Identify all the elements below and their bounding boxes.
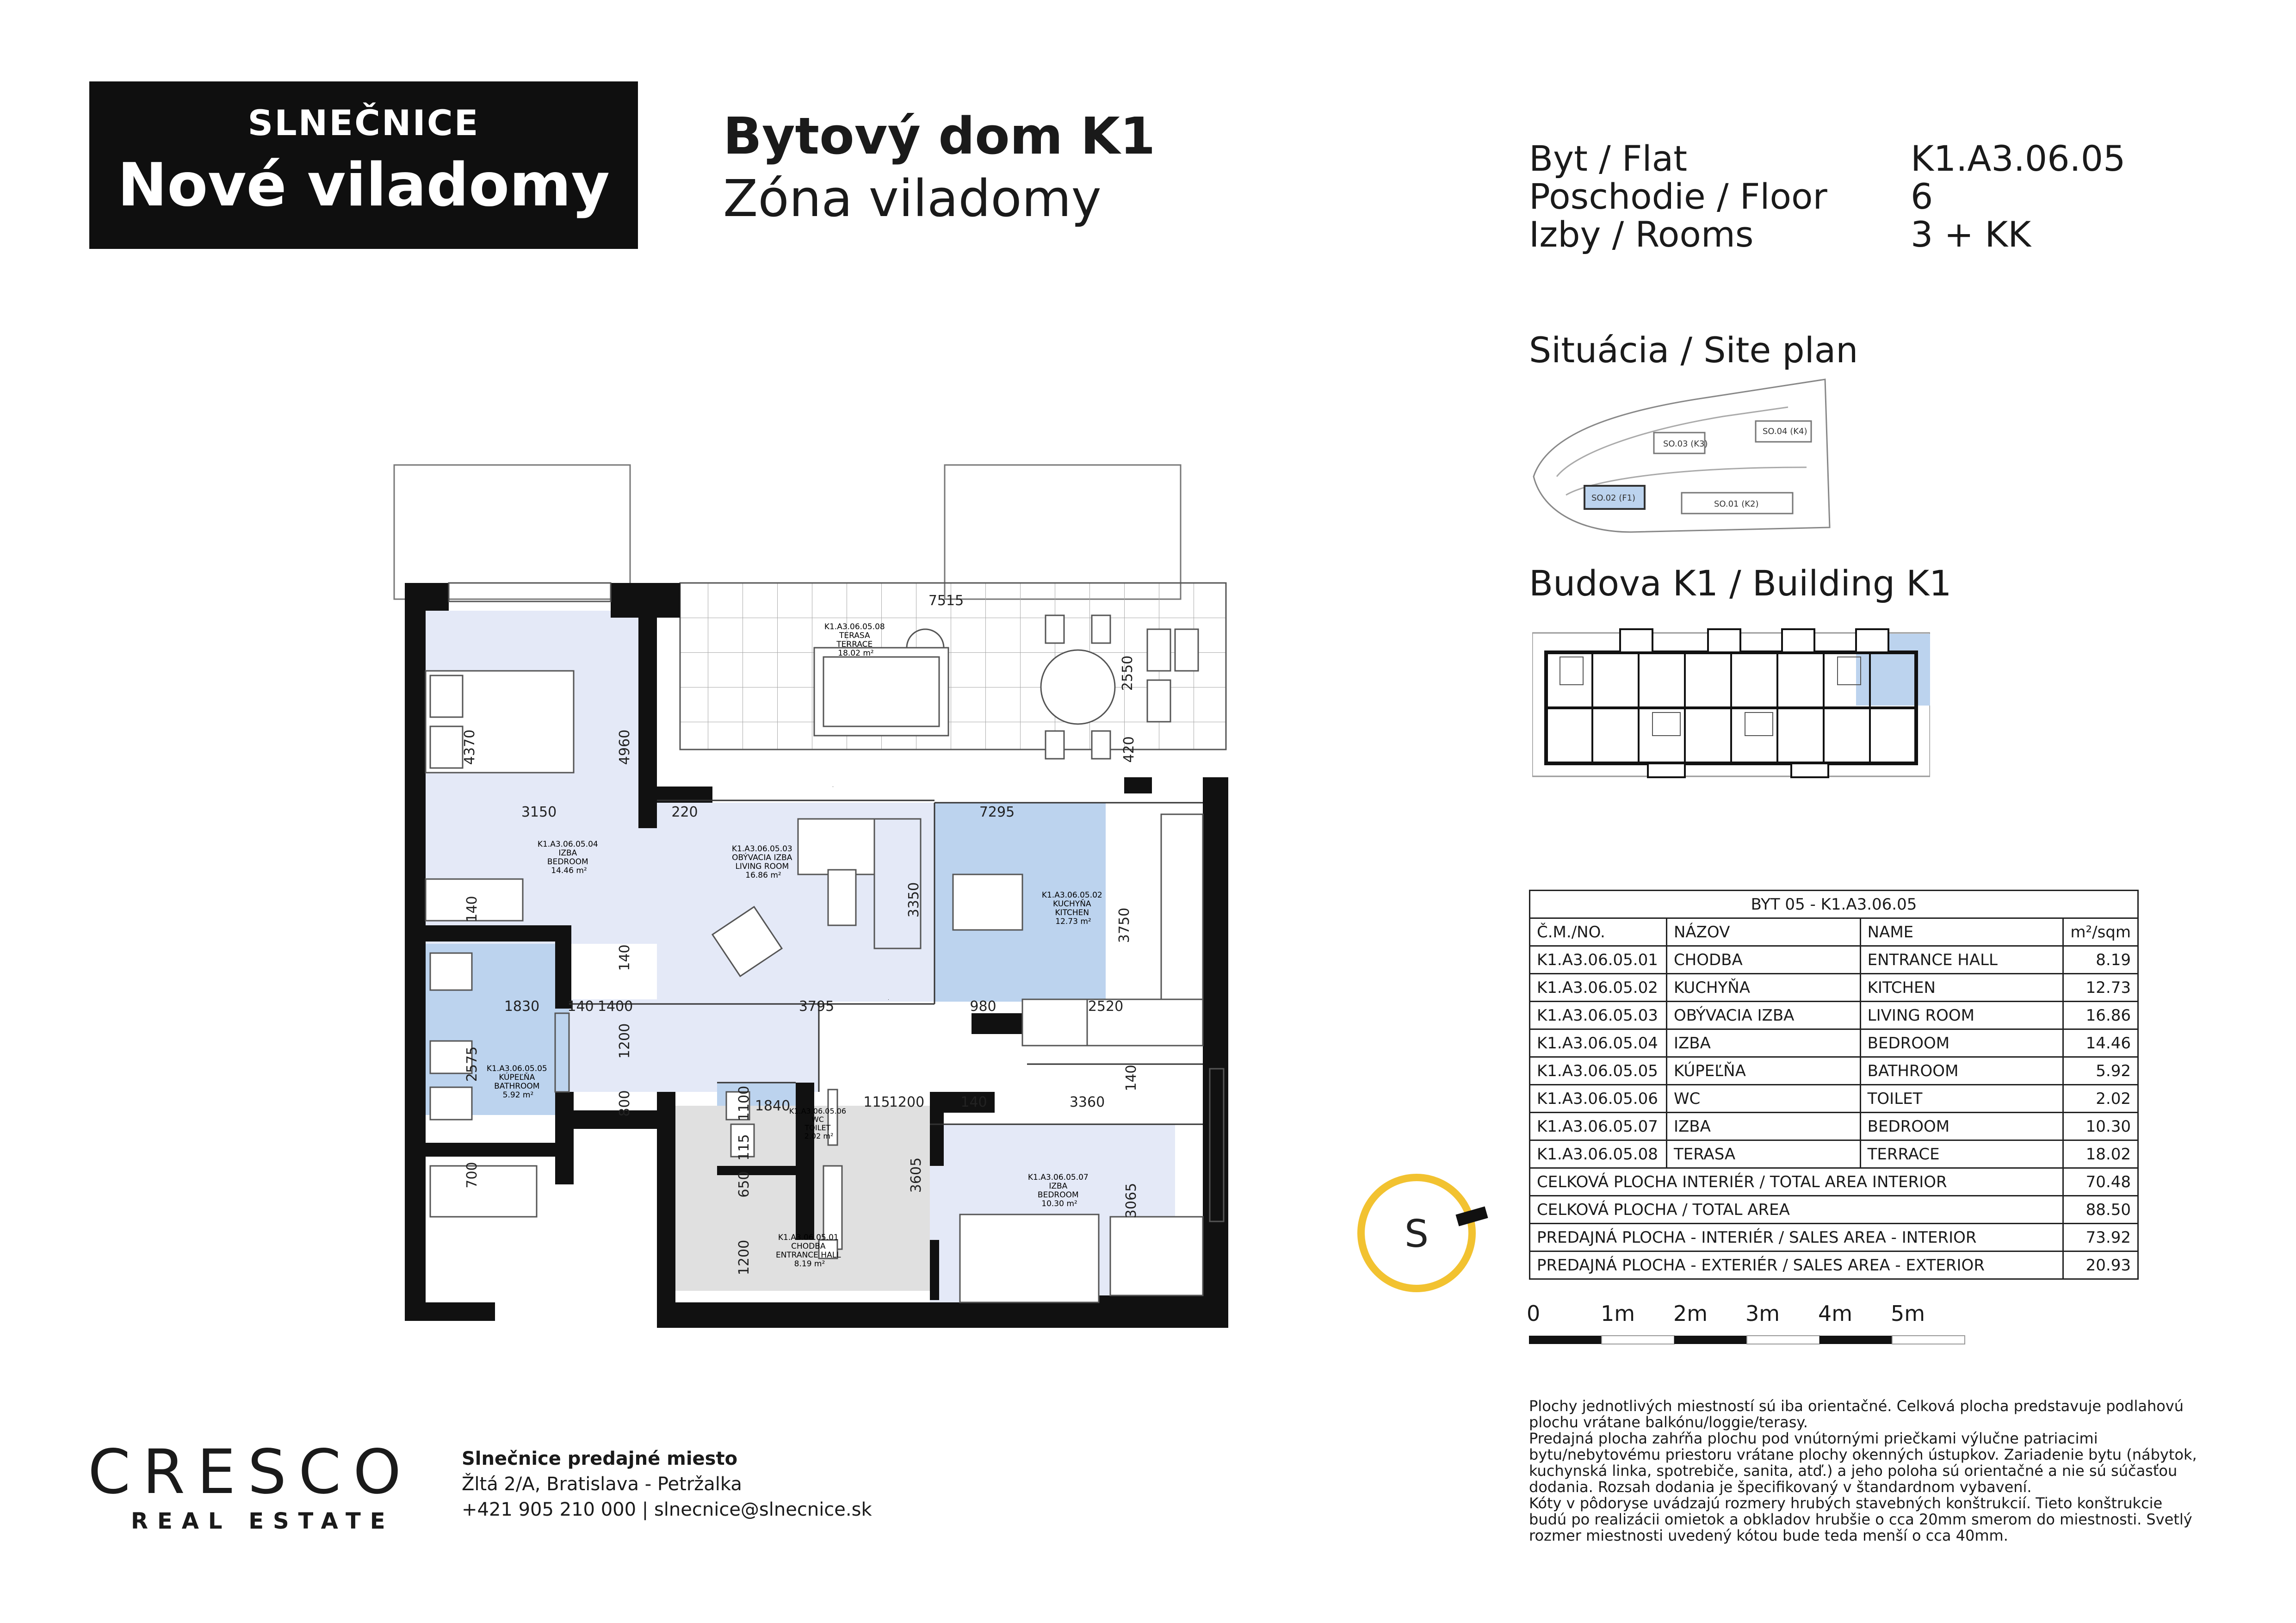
dim-3360: 3360 <box>1069 1094 1105 1110</box>
dim-140d: 140 <box>960 1094 987 1110</box>
th-nazov: NÁZOV <box>1666 918 1860 946</box>
living-code: K1.A3.06.05.03 <box>731 844 792 854</box>
scale-label-5: 5m <box>1891 1301 1925 1326</box>
terrace-sk: TERASA <box>839 631 870 640</box>
dim-700: 700 <box>464 1162 480 1189</box>
rooms-table <box>1529 890 2139 1280</box>
brand-logo <box>89 81 638 249</box>
dim-140c: 140 <box>567 998 594 1015</box>
terrace-code: K1.A3.06.05.08 <box>824 622 885 632</box>
bathroom-sk: KÚPEĽŇA <box>499 1073 535 1082</box>
bedroom1-area-val: 14.46 m² <box>551 866 587 875</box>
cell-sqm: 18.02 <box>2063 1140 2138 1168</box>
dim-115a: 115 <box>863 1094 890 1110</box>
dim-1200a: 1200 <box>617 1023 633 1059</box>
flat-label: Byt / Flat <box>1529 138 1688 179</box>
total-value: 73.92 <box>2063 1224 2138 1251</box>
dim-terrace-h: 2550 <box>1120 655 1136 691</box>
total-value: 88.50 <box>2063 1196 2138 1224</box>
note-line: dodania. Rozsah dodania je špecifikovaný v štandardnom vybavení. <box>1529 1478 2032 1496</box>
note-line: Kóty v pôdoryse uvádzajú rozmery hrubých stavebných konštrukcií. Tieto konštrukcie <box>1529 1494 2163 1512</box>
cell-nazov: WC <box>1666 1085 1860 1113</box>
th-no: Č.M./NO. <box>1530 918 1667 946</box>
terrace-area-val: 18.02 m² <box>838 649 874 658</box>
dim-3065: 3065 <box>1123 1183 1139 1219</box>
dim-140e: 140 <box>1123 1065 1139 1091</box>
living-sk: OBÝVACIA IZBA <box>732 853 792 862</box>
bathroom-code: K1.A3.06.05.05 <box>486 1064 547 1073</box>
site-label-so01: SO.01 (K2) <box>1714 499 1759 509</box>
dim-980: 980 <box>970 998 996 1015</box>
compass-letter: S <box>1404 1212 1429 1256</box>
dim-b1-h1: 4370 <box>462 729 478 765</box>
dim-liv-h: 3350 <box>906 882 922 918</box>
company-sub: REAL ESTATE <box>131 1508 395 1534</box>
total-label: CELKOVÁ PLOCHA / TOTAL AREA <box>1530 1196 2063 1224</box>
total-value: 20.93 <box>2063 1251 2138 1279</box>
bedroom2-en: BEDROOM <box>1037 1190 1079 1200</box>
flat-value: K1.A3.06.05 <box>1911 138 2126 179</box>
wc-area-val: 2.02 m² <box>804 1132 834 1140</box>
wc-en: TOILET <box>805 1123 831 1132</box>
table-row <box>1530 1057 2138 1085</box>
note-line: kuchynská linka, spotrebiče, sanita, atď.) a jeho poloha sú orientačné a nie sú súčasťou <box>1529 1462 2178 1480</box>
cell-no: K1.A3.06.05.01 <box>1530 946 1667 974</box>
dim-b1-w: 3150 <box>521 804 557 820</box>
cell-sqm: 10.30 <box>2063 1113 2138 1140</box>
scale-label-2: 2m <box>1673 1301 1708 1326</box>
note-line: budú po realizácii omietok a obkladov hrubšie o cca 20mm smerom do miestnosti. Svetlý <box>1529 1511 2192 1528</box>
dim-1830: 1830 <box>504 998 540 1015</box>
dim-1200c: 1200 <box>736 1239 752 1276</box>
cell-sqm: 16.86 <box>2063 1002 2138 1029</box>
total-label: CELKOVÁ PLOCHA INTERIÉR / TOTAL AREA INTERIOR <box>1530 1168 2063 1196</box>
rooms-label: Izby / Rooms <box>1529 214 1754 255</box>
note-line: bytu/nebytovému priestoru vrátane plochy okenných ústupkov. Zariadenie bytu (nábytok, <box>1529 1446 2197 1463</box>
cell-name: LIVING ROOM <box>1860 1002 2063 1029</box>
compass-icon <box>1351 1166 1490 1305</box>
brand-sub: SLNEČNICE <box>248 102 480 143</box>
scale-label-0: 0 <box>1527 1301 1541 1326</box>
note-line: Plochy jednotlivých miestností sú iba orientačné. Celková plocha predstavuje podlahovú <box>1529 1397 2184 1415</box>
cell-no: K1.A3.06.05.03 <box>1530 1002 1667 1029</box>
table-row <box>1530 1113 2138 1140</box>
cell-nazov: TERASA <box>1666 1140 1860 1168</box>
dim-2520: 2520 <box>1088 998 1124 1015</box>
dim-1840: 1840 <box>755 1098 791 1114</box>
building-zone: Zóna viladomy <box>723 169 1102 228</box>
bedroom2-sk: IZBA <box>1049 1182 1068 1191</box>
cell-name: TERRACE <box>1860 1140 2063 1168</box>
building-plan-title: Budova K1 / Building K1 <box>1529 563 1952 604</box>
table-row <box>1530 1140 2138 1168</box>
living-area-val: 16.86 m² <box>745 871 781 880</box>
total-row <box>1530 1196 2138 1224</box>
cell-name: KITCHEN <box>1860 974 2063 1002</box>
total-row <box>1530 1251 2138 1279</box>
cell-no: K1.A3.06.05.07 <box>1530 1113 1667 1140</box>
cell-no: K1.A3.06.05.06 <box>1530 1085 1667 1113</box>
dim-3795: 3795 <box>798 998 835 1015</box>
site-plan-map <box>1529 375 1834 537</box>
company-logo: CRESCO <box>88 1437 414 1508</box>
cell-name: BEDROOM <box>1860 1113 2063 1140</box>
table-row <box>1530 1085 2138 1113</box>
cell-no: K1.A3.06.05.05 <box>1530 1057 1667 1085</box>
cell-no: K1.A3.06.05.02 <box>1530 974 1667 1002</box>
dim-1100: 1100 <box>736 1085 752 1121</box>
site-plan-title: Situácia / Site plan <box>1529 329 1858 371</box>
kitchen-sk: KUCHYŇA <box>1053 899 1091 909</box>
total-value: 70.48 <box>2063 1168 2138 1196</box>
total-row <box>1530 1224 2138 1251</box>
dim-800: 800 <box>617 1090 633 1117</box>
living-en: LIVING ROOM <box>735 862 789 871</box>
hall-area-val: 8.19 m² <box>794 1259 825 1269</box>
bathroom-area-val: 5.92 m² <box>502 1090 534 1100</box>
dim-terrace-w: 7515 <box>928 593 964 609</box>
contact-address: Žltá 2/A, Bratislava - Petržalka <box>462 1474 742 1495</box>
cell-sqm: 14.46 <box>2063 1029 2138 1057</box>
hall-en: ENTRANCE HALL <box>775 1251 841 1260</box>
terrace-en: TERRACE <box>836 640 873 649</box>
cell-sqm: 2.02 <box>2063 1085 2138 1113</box>
brand-main: Nové viladomy <box>118 151 610 220</box>
bedroom1-code: K1.A3.06.05.04 <box>537 840 598 849</box>
scale-label-1: 1m <box>1601 1301 1635 1326</box>
dim-220: 220 <box>671 804 698 820</box>
dim-b1-h2: 4960 <box>617 729 633 765</box>
cell-sqm: 8.19 <box>2063 946 2138 974</box>
contact-title: Slnečnice predajné miesto <box>462 1448 738 1469</box>
dim-kit-w: 7295 <box>979 804 1015 820</box>
hall-sk: CHODBA <box>791 1242 826 1251</box>
dim-650: 650 <box>736 1171 752 1198</box>
hall-code: K1.A3.06.05.01 <box>778 1233 839 1242</box>
cell-name: TOILET <box>1860 1085 2063 1113</box>
cell-name: BEDROOM <box>1860 1029 2063 1057</box>
wc-code: K1.A3.06.05.06 <box>789 1107 847 1115</box>
table-row <box>1530 946 2138 974</box>
dim-kit-h: 3750 <box>1116 907 1133 943</box>
contact-phone-email[interactable]: +421 905 210 000 | slnecnice@slnecnice.sk <box>462 1499 872 1520</box>
building-title: Bytový dom K1 <box>723 106 1156 166</box>
table-row <box>1530 1002 2138 1029</box>
cell-nazov: IZBA <box>1666 1113 1860 1140</box>
dim-140b: 140 <box>617 944 633 971</box>
bedroom2-area-val: 10.30 m² <box>1041 1199 1077 1208</box>
dim-1200b: 1200 <box>889 1094 925 1110</box>
kitchen-area-val: 12.73 m² <box>1055 917 1091 926</box>
note-line: rozmer miestnosti uvedený kótou bude teda menší o cca 40mm. <box>1529 1527 2008 1544</box>
dim-1400: 1400 <box>597 998 633 1015</box>
bedroom1-sk: IZBA <box>558 849 577 858</box>
scale-label-3: 3m <box>1745 1301 1780 1326</box>
kitchen-code: K1.A3.06.05.02 <box>1041 891 1102 900</box>
wc-sk: WC <box>811 1115 824 1124</box>
cell-name: ENTRANCE HALL <box>1860 946 2063 974</box>
floor-label: Poschodie / Floor <box>1529 176 1827 217</box>
floor-plan <box>361 444 1263 1332</box>
building-plan-diagram <box>1532 615 1930 787</box>
table-title: BYT 05 - K1.A3.06.05 <box>1530 891 2138 918</box>
cell-sqm: 5.92 <box>2063 1057 2138 1085</box>
balcony-right <box>945 465 1181 599</box>
dim-3605: 3605 <box>908 1157 924 1193</box>
floor-value: 6 <box>1911 176 1933 217</box>
total-row <box>1530 1168 2138 1196</box>
total-label: PREDAJNÁ PLOCHA - EXTERIÉR / SALES AREA - EXTERIOR <box>1530 1251 2063 1279</box>
table-row <box>1530 1029 2138 1057</box>
note-line: plochu vrátane balkónu/loggie/terasy. <box>1529 1413 1808 1431</box>
bedroom1-en: BEDROOM <box>547 857 588 867</box>
balcony-left <box>394 465 630 599</box>
cell-name: BATHROOM <box>1860 1057 2063 1085</box>
scale-bar <box>1529 1335 1968 1346</box>
site-label-so03: SO.03 (K3) <box>1663 439 1708 449</box>
note-line: Predajná plocha zahŕňa plochu pod vnútornými priečkami výlučne patriacimi <box>1529 1430 2098 1447</box>
th-sqm: m²/sqm <box>2063 918 2138 946</box>
cell-sqm: 12.73 <box>2063 974 2138 1002</box>
scale-label-4: 4m <box>1818 1301 1853 1326</box>
table-row <box>1530 974 2138 1002</box>
notes <box>1529 1398 2223 1544</box>
cell-nazov: OBÝVACIA IZBA <box>1666 1002 1860 1029</box>
th-name: NAME <box>1860 918 2063 946</box>
bathroom-en: BATHROOM <box>494 1082 540 1091</box>
dim-115b: 115 <box>736 1134 752 1161</box>
bedroom2-code: K1.A3.06.05.07 <box>1027 1173 1089 1182</box>
site-label-so02: SO.02 (F1) <box>1591 493 1636 503</box>
site-label-so04: SO.04 (K4) <box>1763 427 1807 436</box>
cell-nazov: KUCHYŇA <box>1666 974 1860 1002</box>
dim-terrace-420: 420 <box>1121 736 1137 763</box>
kitchen-en: KITCHEN <box>1055 908 1089 917</box>
cell-no: K1.A3.06.05.04 <box>1530 1029 1667 1057</box>
cell-no: K1.A3.06.05.08 <box>1530 1140 1667 1168</box>
cell-nazov: IZBA <box>1666 1029 1860 1057</box>
dim-2575: 2575 <box>464 1046 480 1082</box>
total-label: PREDAJNÁ PLOCHA - INTERIÉR / SALES AREA - INTERIOR <box>1530 1224 2063 1251</box>
rooms-value: 3 + KK <box>1911 214 2031 255</box>
cell-nazov: CHODBA <box>1666 946 1860 974</box>
cell-nazov: KÚPEĽŇA <box>1666 1057 1860 1085</box>
dim-140a: 140 <box>464 896 480 923</box>
